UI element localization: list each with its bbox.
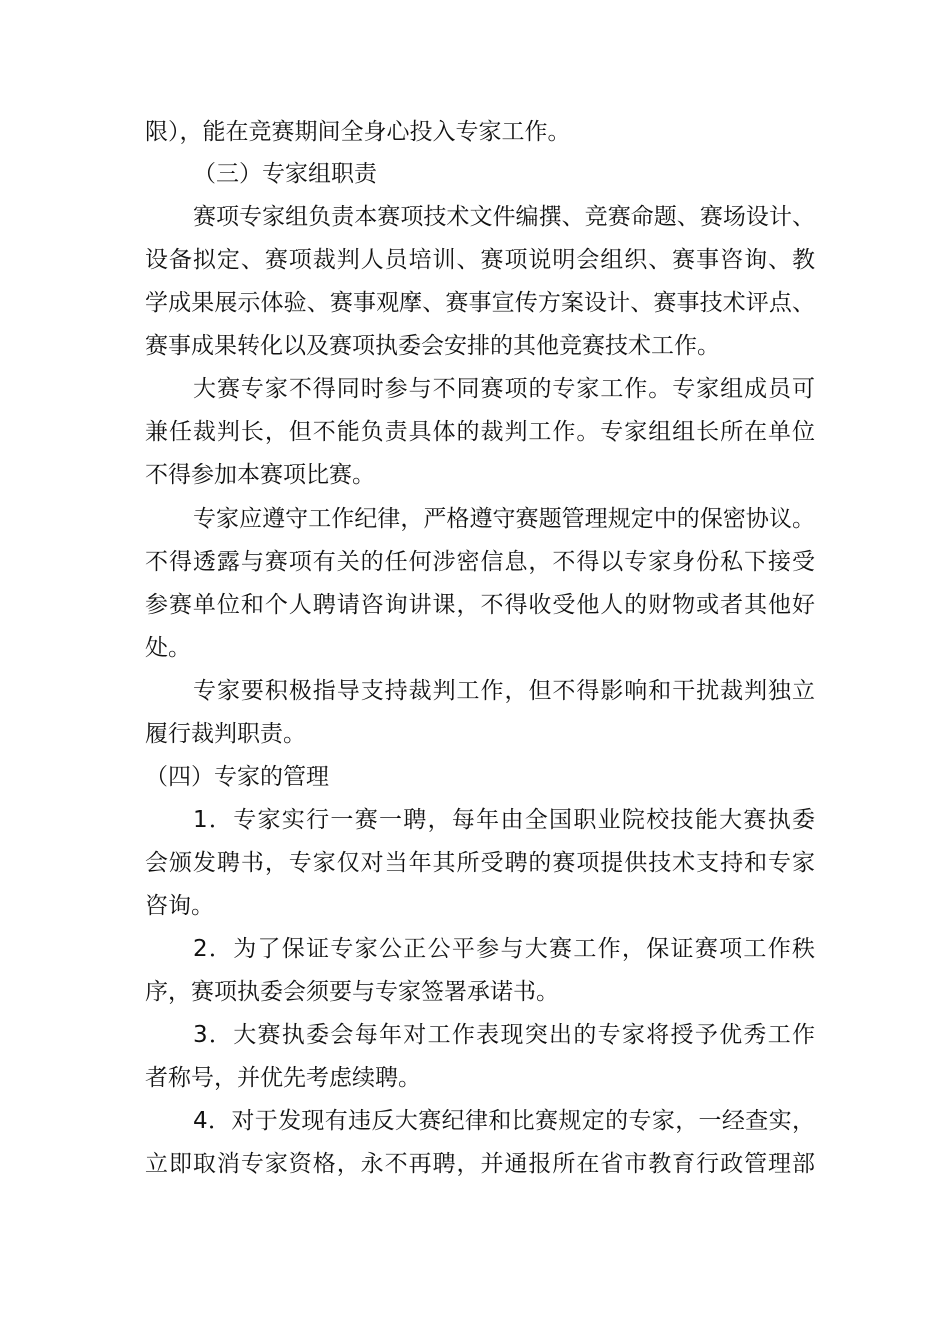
text-line: 咨询。 <box>145 893 214 919</box>
text-line: 不得透露与赛项有关的任何涉密信息，不得以专家身份私下接受 <box>145 549 815 575</box>
text-line: 专家应遵守工作纪律，严格遵守赛题管理规定中的保密协议。 <box>193 506 815 532</box>
text-line: 学成果展示体验、赛事观摩、赛事宣传方案设计、赛事技术评点、 <box>145 290 815 316</box>
text-line: 履行裁判职责。 <box>145 721 306 747</box>
text-line: 赛事成果转化以及赛项执委会安排的其他竞赛技术工作。 <box>145 333 720 359</box>
text-line: 1．专家实行一赛一聘，每年由全国职业院校技能大赛执委 <box>193 807 815 833</box>
text-line: 立即取消专家资格，永不再聘，并通报所在省市教育行政管理部 <box>145 1151 815 1177</box>
text-line: 不得参加本赛项比赛。 <box>145 462 375 488</box>
text-line: 者称号，并优先考虑续聘。 <box>145 1065 421 1091</box>
section-heading: （四）专家的管理 <box>145 764 329 790</box>
text-line: 3．大赛执委会每年对工作表现突出的专家将授予优秀工作 <box>193 1022 815 1048</box>
text-line: 兼任裁判长，但不能负责具体的裁判工作。专家组组长所在单位 <box>145 419 815 445</box>
text-line: 4．对于发现有违反大赛纪律和比赛规定的专家，一经查实， <box>193 1108 815 1134</box>
text-line: 序，赛项执委会须要与专家签署承诺书。 <box>145 979 559 1005</box>
text-line: 会颁发聘书，专家仅对当年其所受聘的赛项提供技术支持和专家 <box>145 850 815 876</box>
text-line: 参赛单位和个人聘请咨询讲课，不得收受他人的财物或者其他好 <box>145 592 815 618</box>
section-heading: （三）专家组职责 <box>193 161 377 187</box>
text-line: 2．为了保证专家公正公平参与大赛工作，保证赛项工作秩 <box>193 936 815 962</box>
text-line: 专家要积极指导支持裁判工作，但不得影响和干扰裁判独立 <box>193 678 815 704</box>
text-line: 处。 <box>145 635 191 661</box>
text-line: 赛项专家组负责本赛项技术文件编撰、竞赛命题、赛场设计、 <box>193 204 815 230</box>
text-line: 限），能在竞赛期间全身心投入专家工作。 <box>145 119 571 145</box>
text-line: 大赛专家不得同时参与不同赛项的专家工作。专家组成员可 <box>193 376 815 402</box>
text-line: 设备拟定、赛项裁判人员培训、赛项说明会组织、赛事咨询、教 <box>145 247 815 273</box>
